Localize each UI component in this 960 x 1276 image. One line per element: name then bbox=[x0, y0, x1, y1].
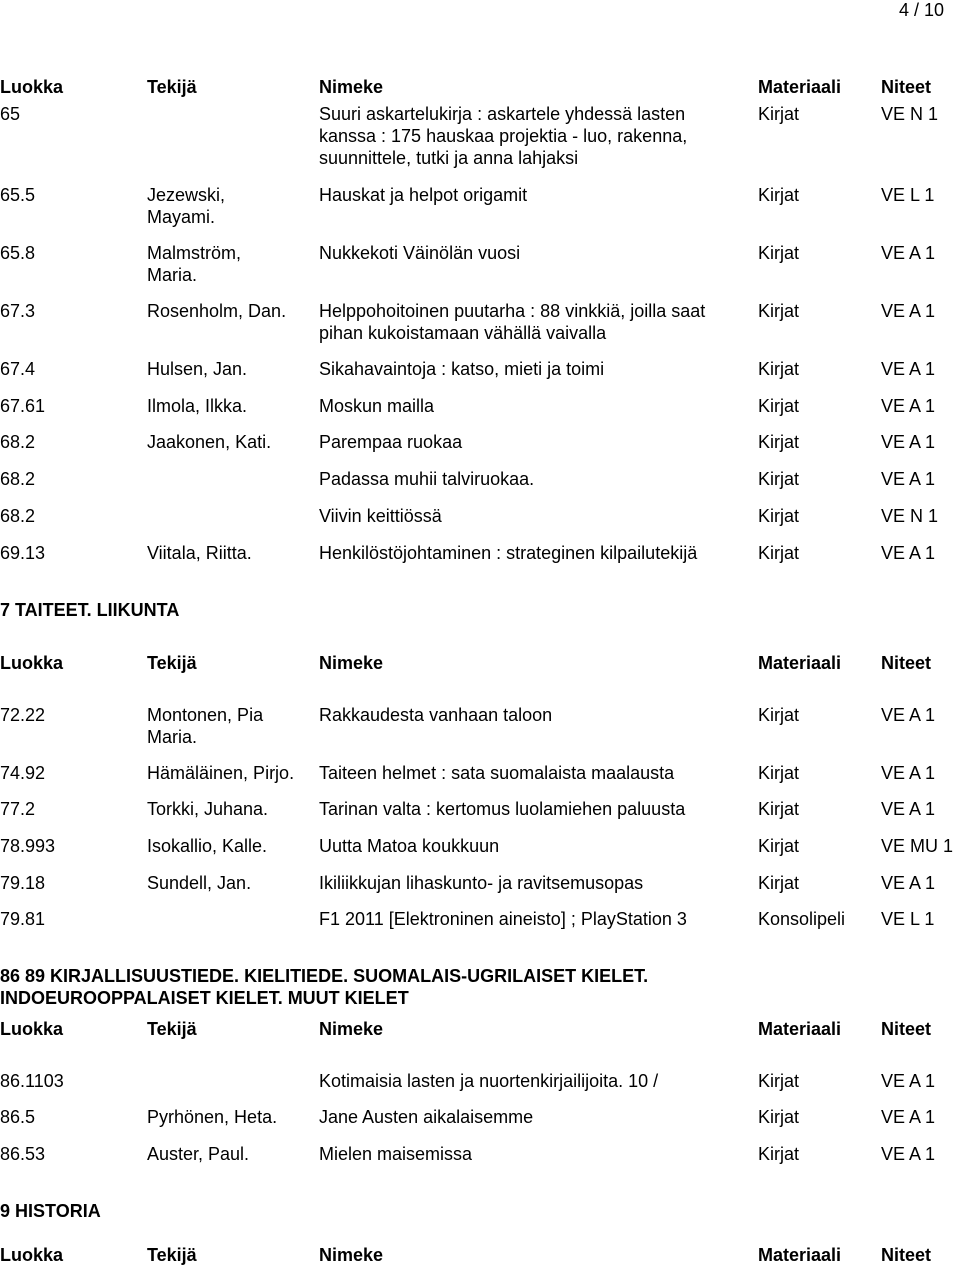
cell-materiaali: Kirjat bbox=[758, 873, 800, 893]
header-materiaali: Materiaali bbox=[758, 1245, 842, 1265]
cell-materiaali: Konsolipeli bbox=[758, 909, 846, 929]
header-niteet: Niteet bbox=[881, 653, 932, 673]
header-luokka: Luokka bbox=[0, 1019, 64, 1039]
cell-nimeke: F1 2011 [Elektroninen aineisto] ; PlayStation 3 bbox=[319, 909, 687, 929]
cell-luokka: 79.18 bbox=[0, 873, 46, 893]
cell-materiaali: Kirjat bbox=[758, 763, 800, 783]
header-tekija: Tekijä bbox=[147, 1019, 197, 1039]
cell-materiaali: Kirjat bbox=[758, 359, 800, 379]
cell-nimeke: Nukkekoti Väinölän vuosi bbox=[319, 243, 521, 263]
header-nimeke: Nimeke bbox=[319, 77, 384, 97]
cell-nimeke: Parempaa ruokaa bbox=[319, 432, 463, 452]
cell-nimeke: Padassa muhii talviruokaa. bbox=[319, 469, 535, 489]
cell-materiaali: Kirjat bbox=[758, 396, 800, 416]
cell-luokka: 65.8 bbox=[0, 243, 36, 263]
cell-materiaali: Kirjat bbox=[758, 301, 800, 321]
cell-niteet: VE A 1 bbox=[881, 799, 936, 819]
cell-tekija: Rosenholm, Dan. bbox=[147, 301, 287, 321]
cell-materiaali: Kirjat bbox=[758, 185, 800, 205]
header-luokka: Luokka bbox=[0, 653, 64, 673]
cell-luokka: 68.2 bbox=[0, 469, 36, 489]
cell-luokka: 86.53 bbox=[0, 1144, 46, 1164]
cell-luokka: 68.2 bbox=[0, 506, 36, 526]
header-materiaali: Materiaali bbox=[758, 1019, 842, 1039]
cell-materiaali: Kirjat bbox=[758, 432, 800, 452]
cell-tekija: Auster, Paul. bbox=[147, 1144, 250, 1164]
cell-tekija: Hämäläinen, Pirjo. bbox=[147, 763, 295, 783]
header-tekija: Tekijä bbox=[147, 77, 197, 97]
cell-luokka: 65.5 bbox=[0, 185, 36, 205]
cell-materiaali: Kirjat bbox=[758, 506, 800, 526]
cell-nimeke: Taiteen helmet : sata suomalaista maalausta bbox=[319, 763, 675, 783]
section-title: 9 HISTORIA bbox=[0, 1201, 101, 1221]
cell-niteet: VE A 1 bbox=[881, 301, 936, 321]
cell-luokka: 68.2 bbox=[0, 432, 36, 452]
cell-tekija: Isokallio, Kalle. bbox=[147, 836, 268, 856]
cell-tekija: Viitala, Riitta. bbox=[147, 543, 252, 563]
cell-nimeke: Moskun mailla bbox=[319, 396, 435, 416]
header-niteet: Niteet bbox=[881, 1019, 932, 1039]
cell-niteet: VE A 1 bbox=[881, 1107, 936, 1127]
cell-nimeke: Viivin keittiössä bbox=[319, 506, 442, 526]
cell-nimeke: Tarinan valta : kertomus luolamiehen paluusta bbox=[319, 799, 686, 819]
header-materiaali: Materiaali bbox=[758, 653, 842, 673]
header-tekija: Tekijä bbox=[147, 653, 197, 673]
cell-niteet: VE A 1 bbox=[881, 873, 936, 893]
cell-niteet: VE A 1 bbox=[881, 469, 936, 489]
cell-nimeke: Hauskat ja helpot origamit bbox=[319, 185, 528, 205]
cell-materiaali: Kirjat bbox=[758, 243, 800, 263]
header-materiaali: Materiaali bbox=[758, 77, 842, 97]
cell-materiaali: Kirjat bbox=[758, 543, 800, 563]
cell-luokka: 86.1103 bbox=[0, 1071, 64, 1091]
cell-niteet: VE A 1 bbox=[881, 705, 936, 725]
header-nimeke: Nimeke bbox=[319, 653, 384, 673]
cell-niteet: VE N 1 bbox=[881, 506, 939, 526]
cell-luokka: 67.4 bbox=[0, 359, 36, 379]
cell-niteet: VE A 1 bbox=[881, 543, 936, 563]
cell-materiaali: Kirjat bbox=[758, 799, 800, 819]
cell-niteet: VE A 1 bbox=[881, 763, 936, 783]
cell-tekija: Pyrhönen, Heta. bbox=[147, 1107, 278, 1127]
cell-tekija: Jezewski, Mayami. bbox=[147, 185, 226, 227]
cell-tekija: Sundell, Jan. bbox=[147, 873, 252, 893]
cell-luokka: 69.13 bbox=[0, 543, 46, 563]
cell-niteet: VE L 1 bbox=[881, 909, 935, 929]
cell-tekija: Montonen, Pia Maria. bbox=[147, 705, 264, 747]
cell-luokka: 65 bbox=[0, 104, 21, 124]
cell-nimeke: Ikiliikkujan lihaskunto- ja ravitsemusopas bbox=[319, 873, 644, 893]
cell-tekija: Hulsen, Jan. bbox=[147, 359, 248, 379]
cell-luokka: 77.2 bbox=[0, 799, 36, 819]
cell-niteet: VE N 1 bbox=[881, 104, 939, 124]
cell-materiaali: Kirjat bbox=[758, 1144, 800, 1164]
cell-tekija: Torkki, Juhana. bbox=[147, 799, 269, 819]
cell-nimeke: Rakkaudesta vanhaan taloon bbox=[319, 705, 553, 725]
cell-materiaali: Kirjat bbox=[758, 1071, 800, 1091]
cell-nimeke: Helppohoitoinen puutarha : 88 vinkkiä, joilla saat pihan kukoistamaan vähällä vaivalla bbox=[319, 301, 706, 343]
cell-luokka: 67.3 bbox=[0, 301, 36, 321]
cell-nimeke: Suuri askartelukirja : askartele yhdessä lasten kanssa : 175 hauskaa projektia - luo, rakenna, suunnittele, tutki ja anna lahjaksi bbox=[319, 104, 688, 168]
cell-luokka: 86.5 bbox=[0, 1107, 36, 1127]
cell-materiaali: Kirjat bbox=[758, 1107, 800, 1127]
header-niteet: Niteet bbox=[881, 1245, 932, 1265]
cell-nimeke: Jane Austen aikalaisemme bbox=[319, 1107, 534, 1127]
cell-materiaali: Kirjat bbox=[758, 705, 800, 725]
cell-niteet: VE A 1 bbox=[881, 396, 936, 416]
cell-tekija: Jaakonen, Kati. bbox=[147, 432, 272, 452]
cell-niteet: VE A 1 bbox=[881, 1071, 936, 1091]
cell-luokka: 79.81 bbox=[0, 909, 46, 929]
cell-niteet: VE L 1 bbox=[881, 185, 935, 205]
cell-materiaali: Kirjat bbox=[758, 836, 800, 856]
header-luokka: Luokka bbox=[0, 77, 64, 97]
header-luokka: Luokka bbox=[0, 1245, 64, 1265]
cell-luokka: 74.92 bbox=[0, 763, 46, 783]
cell-tekija: Ilmola, Ilkka. bbox=[147, 396, 248, 416]
header-niteet: Niteet bbox=[881, 77, 932, 97]
section-title: 7 TAITEET. LIIKUNTA bbox=[0, 600, 180, 620]
cell-luokka: 72.22 bbox=[0, 705, 46, 725]
cell-niteet: VE A 1 bbox=[881, 432, 936, 452]
cell-materiaali: Kirjat bbox=[758, 104, 800, 124]
cell-niteet: VE A 1 bbox=[881, 243, 936, 263]
cell-niteet: VE MU 1 bbox=[881, 836, 954, 856]
header-nimeke: Nimeke bbox=[319, 1245, 384, 1265]
cell-nimeke: Sikahavaintoja : katso, mieti ja toimi bbox=[319, 359, 605, 379]
header-tekija: Tekijä bbox=[147, 1245, 197, 1265]
cell-niteet: VE A 1 bbox=[881, 359, 936, 379]
cell-nimeke: Uutta Matoa koukkuun bbox=[319, 836, 500, 856]
header-nimeke: Nimeke bbox=[319, 1019, 384, 1039]
section-title: 86 89 KIRJALLISUUSTIEDE. KIELITIEDE. SUOMALAIS-UGRILAISET KIELET. INDOEUROOPPALAISET KIELET. MUUT KIELET bbox=[0, 966, 649, 1008]
page-number: 4 / 10 bbox=[898, 0, 944, 20]
cell-tekija: Malmström, Maria. bbox=[147, 243, 241, 285]
cell-materiaali: Kirjat bbox=[758, 469, 800, 489]
cell-niteet: VE A 1 bbox=[881, 1144, 936, 1164]
cell-luokka: 78.993 bbox=[0, 836, 56, 856]
cell-nimeke: Kotimaisia lasten ja nuortenkirjailijoita. 10 / bbox=[319, 1071, 659, 1091]
cell-nimeke: Henkilöstöjohtaminen : strateginen kilpailutekijä bbox=[319, 543, 698, 563]
cell-nimeke: Mielen maisemissa bbox=[319, 1144, 473, 1164]
cell-luokka: 67.61 bbox=[0, 396, 46, 416]
